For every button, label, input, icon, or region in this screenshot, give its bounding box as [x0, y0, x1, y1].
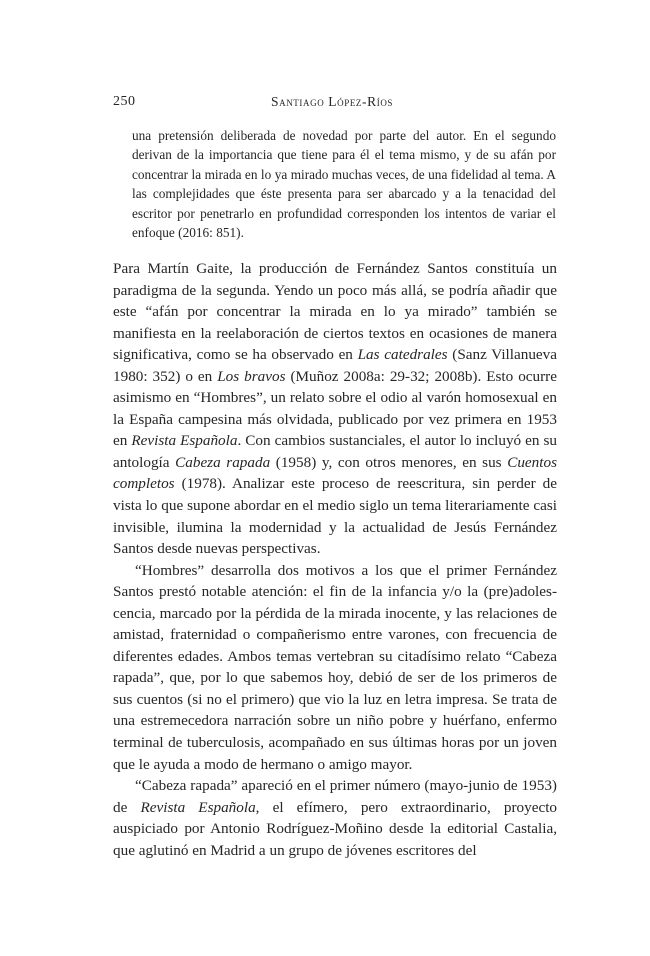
title-cabeza-rapada: Cabeza rapada — [175, 453, 271, 471]
running-head — [113, 94, 557, 114]
p1-text-f: (1978). Analizar este proceso de reescritura, sin perder de vista lo que supone abordar en el medio siglo un tema literariamente casi invisible, ilumina la modernidad y la actualidad de Jesús Fernández Santos desde nuevas perspectivas. — [113, 475, 557, 558]
page-number: 250 — [113, 94, 136, 109]
p1-text-e: (1958) y, con otros menores, en sus — [270, 453, 508, 471]
title-cuentos-completos: Cuentos completos — [113, 453, 557, 493]
p1-text-c: (Muñoz 2008a: 29-32; 2008b). Esto ocurre asimismo en “Hombres”, un relato sobre el odio al varón homosexual en la España campesina más olvidada, publicado por vez primera en 1953 en — [113, 367, 557, 450]
paragraph-2: “Hombres” desarrolla dos motivos a los que el primer Fernández Santos prestó notable atención: el fin de la infancia y/o la (pre)adolescencia, marcado por la pérdida de la mirada inocente, y las relaciones de amistad, fraternidad o compañerismo entre varones, con frecuencia de diferentes edades. Ambos temas vertebran su citadísimo relato “Cabeza rapada”, que, por lo que sabemos hoy, debió de ser de los primeros de sus cuentos (si no el primero) que vio la luz en letra impresa. Se trata de una estremecedora narración sobre un niño pobre y huérfano, enfermo terminal de tuberculosis, acompañado en sus últimas horas por un joven que le ayuda a modo de hermano o amigo mayor. — [113, 561, 557, 773]
p3-text-b: , el efímero, pero extraordinario, proyecto auspiciado por Antonio Rodríguez-Moñino desde la editorial Castalia, que aglutinó en Madrid a un grupo de jóvenes escritores del — [113, 798, 558, 859]
title-revista-espanola-2: Revista Española — [140, 798, 256, 816]
p3-text-a: “Cabeza rapada” apareció en el primer número (mayo-junio de 1953) de — [113, 777, 557, 816]
running-title: Santiago López-Ríos — [271, 94, 394, 109]
title-revista-espanola: Revista Española — [131, 432, 238, 450]
p1-text-b: (Sanz Villanueva 1980: 352) o en — [113, 346, 557, 385]
title-los-bravos: Los bravos — [217, 367, 286, 385]
paragraph-1 — [113, 258, 557, 560]
block-quote: una pretensión deliberada de novedad por parte del autor. En el segundo derivan de la importancia que tiene para él el tema mismo, y de su afán por concentrar la mirada en lo ya mirado muchas veces, de una fidelidad al tema. A las complejidades que éste presenta para ser abarcado y a la tenacidad del escritor por penetrarlo en profundidad corresponden los intentos de variar el enfoque (2016: 851). — [132, 128, 556, 241]
body-text — [113, 258, 557, 861]
p1-text-a: Para Martín Gaite, la producción de Fernández Santos constituía un paradigma de la segunda. Yendo un poco más allá, se podría añadir que este “afán por concentrar la mirada en lo ya mirado” también se manifiesta en la reelaboración de ciertos textos en ocasiones de manera significativa, como se ha observado en — [113, 260, 557, 364]
p1-text-d: . Con cambios sustanciales, el autor lo incluyó en su antología — [113, 432, 557, 471]
title-las-catedrales: Las catedrales — [357, 346, 448, 364]
paragraph-3 — [113, 775, 557, 861]
